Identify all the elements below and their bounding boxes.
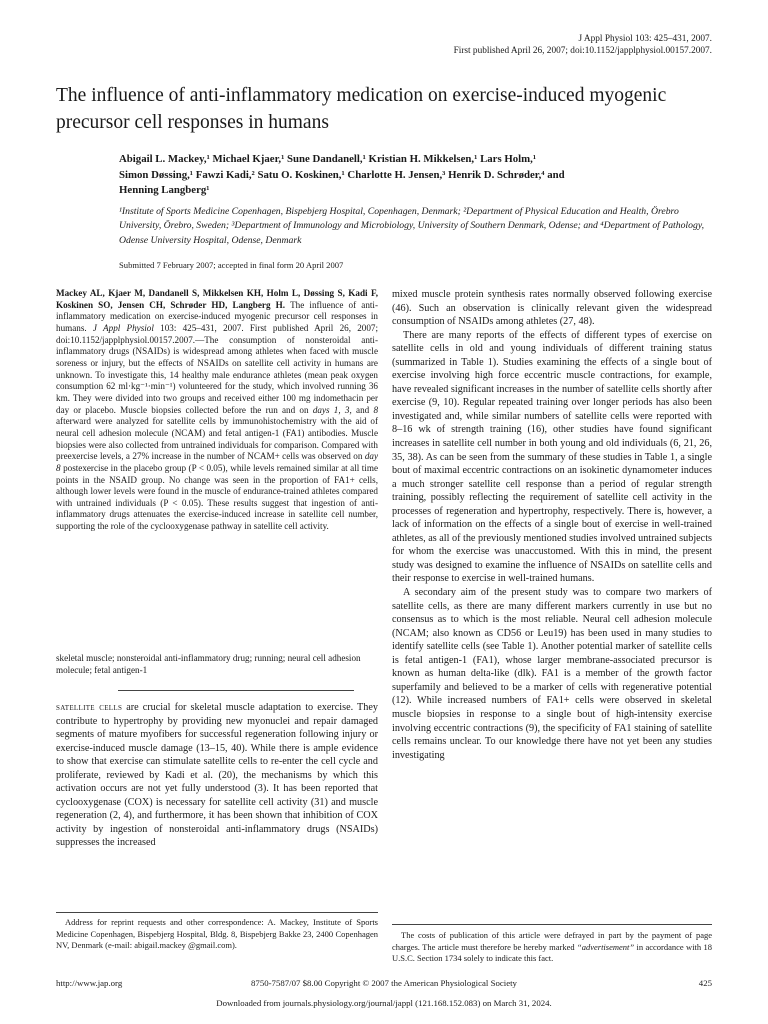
abstract-day8: 8 [373,404,379,415]
correspondence-footnote [56,917,378,952]
abstract-citation-authors: Mackey AL, Kjaer M, Dandanell S, Mikkelsen KH, Holm L, Døssing S, Kadi F, Koskinen SO, Jensen CH, Schrøder HD, Langberg H. [56,288,378,310]
abstract-and: and [356,404,370,415]
journal-citation-header: J Appl Physiol 103: 425–431, 2007. [578,34,712,44]
copyright-line: 8750-7587/07 $8.00 Copyright © 2007 the American Physiological Society [251,978,517,988]
correspondence-text: Address for reprint requests and other correspondence: A. Mackey, Institute of Sports Medicine Copenhagen, Bispebjerg Hospital, Bldg. 8, Bispebjerg Bakke 23, 2400 Copenhagen NV, Denmark (e-mail: abigail.mackey @gmail.com). [56,917,378,950]
section-divider [118,690,354,691]
right-column [392,288,712,762]
first-published-header: First published April 26, 2007; doi:10.1152/japplphysiol.00157.2007. [453,46,712,56]
page-charges-footnote [392,930,712,965]
body-paragraph: There are many reports of the effects of different types of exercise on satellite cells in old and young individuals of different training status (summarized in Table 1). Studies examining the effects of a single bout of exercise involving high force eccentric muscle contractions, for example, have revealed significant increases in the number of satellite cells shortly after exercise (9, 10). Regular repeated training over longer periods has also been investigated and, while similar numbers of satellite cells were reported with 8–16 wk of strength training (16), other studies have found significant increases in satellite cell number in both young and old individuals (6, 21, 26, 35, 38). As can be seen from the summary of these studies in Table 1, a single bout of maximal eccentric contractions on an isokinetic dynamometer induces a much stronger satellite cell response than a period of regular strength training, possibly reflecting the requirement of satellite cell activity in the processes of regeneration and hypertrophy, respectively. There is, however, a lack of information on the effects of a single bout of exercise in well-trained athletes, as all of the previously mentioned studies involved untrained subjects for whom the exercise was unaccustomed. With this in mind, the present study was designed to examine the influence of NSAIDs on satellite cells and their response to exercise in well-trained humans. [392,329,712,585]
abstract-citation-title: The influence of anti-inflammatory medication on exercise-induced myogenic precursor cell responses in humans. [56,299,378,333]
body-paragraph: A secondary aim of the present study was to compare two markers of satellite cells, as there are many different markers currently in use but no consensus as to which is the most reliable. Neural cell adhesion molecule (NCAM; also known as CD56 or Leu19) has been used in many studies to identify satellite cells (see Table 1). Another potential marker of satellite cells is fetal antigen-1 (FA1), whose larger membrane-associated precursor is known as human delta-like (dlk). FA1 is a member of the growth factor superfamily and believed to be a marker of cells with regenerative potential (12). While increased numbers of FA1+ cells were observed in skeletal muscle biopsies in response to a single bout of high-intensity exercise involving eccentric contractions (9), the specificity of FA1 staining of satellite cells remains unclear. To our knowledge there have not yet been any studies investigating [392,587,712,761]
introduction-paragraph [56,701,378,850]
article-title: The influence of anti-inflammatory medication on exercise-induced myogenic precursor cell responses in humans [56,85,667,133]
abstract [56,288,378,533]
page-charges-text: The costs of publication of this article were defrayed in part by the payment of page charges. The article must therefore be hereby marked [392,930,712,952]
abstract-citation-rest: 103: 425–431, 2007. First published April 26, 2007; doi:10.1152/japplphysiol.00157.2007.— [56,322,379,345]
body-paragraph: mixed muscle protein synthesis rates normally observed following exercise (46). Such an observation is clinically relevant given the widespread consumption of NSAIDs among athletes (27, 48). [392,289,712,328]
author-list [119,152,719,199]
affiliations: ¹Institute of Sports Medicine Copenhagen, Bispebjerg Hospital, Copenhagen, Denmark; ²Department of Physical Education and Health, Örebro University, Örebro, Sweden; ³Department of Immunology and Microbiology, University of Southern Denmark, Odense; and ⁴Department of Pathology, Odense University Hospital, Odense, Denmark [119,206,705,246]
author-line: Henning Langberg¹ [119,184,210,196]
abstract-text: postexercise in the placebo group (P < 0.05), while levels remained similar at all time points in the NSAID group. No change was seen in the proportion of FA1+ cells, although lower levels were found in the muscle of endurance-trained athletes compared with untrained individuals (P < 0.05). These results suggest that ingestion of anti-inflammatory drugs attenuates the exercise-induced increase in satellite cell number, supporting the role of the cyclooxygenase pathway in satellite cell activity. [56,462,378,532]
footnote-divider-left [56,912,378,913]
footnote-divider-right [392,924,712,925]
author-line: Simon Døssing,¹ Fawzi Kadi,² Satu O. Koskinen,¹ Charlotte H. Jensen,³ Henrik D. Schrøder,⁴ and [119,168,565,181]
author-line: Abigail L. Mackey,¹ Michael Kjaer,¹ Sune Dandanell,¹ Kristian H. Mikkelsen,¹ Lars Holm,¹ [119,153,537,165]
advertisement-label: “advertisement” [576,941,635,952]
submission-dates: Submitted 7 February 2007; accepted in final form 20 April 2007 [119,260,344,270]
download-notice: Downloaded from journals.physiology.org/journal/jappl (121.168.152.083) on March 31, 2024. [216,998,552,1008]
intro-lead: satellite cells [56,702,123,713]
abstract-text: afterward were analyzed for satellite cells by immunohistochemistry with the aid of neural cell adhesion molecule (NCAM) and fetal antigen-1 (FA1) antibodies. Muscle biopsies were also collected from untrained individuals for comparison. Compared with preexercise levels, a 27% increase in the number of NCAM+ cells was observed on [56,416,378,462]
abstract-days: days 1, 3, [312,404,352,415]
abstract-day8-b: day 8 [56,451,378,473]
page-number: 425 [698,978,712,988]
journal-url-link[interactable]: http://www.jap.org [56,978,123,988]
page-charges-text: in accordance with 18 U.S.C. Section 1734 solely to indicate this fact. [392,941,713,963]
abstract-text: The consumption of nonsteroidal anti-inflammatory drugs (NSAIDs) is widespread among athletes when faced with muscle soreness or injury, but the effects of NSAIDs on satellite cell activity in humans are unknown. To investigate this, 14 healthy male endurance athletes (mean peak oxygen consumption 62 ml·kg⁻¹·min⁻¹) volunteered for the study, which involved running 36 km. They were divided into two groups and received either 100 mg indomethacin per day or placebo. Muscle biopsies collected before the run and on [56,334,378,415]
keywords: skeletal muscle; nonsteroidal anti-inflammatory drug; running; neural cell adhesion molecule; fetal antigen-1 [56,653,361,675]
intro-text: are crucial for skeletal muscle adaptation to exercise. They contribute to hypertrophy by providing new myonuclei and repair damaged segments of mature myofibers for successful regeneration following injury or exercise-induced muscle damage (13–15, 40). While there is ample evidence to show that exercise can stimulate satellite cells to re-enter the cell cycle and proliferate, reviewed by Kadi et al. (20), the mechanisms by which this activation occurs are not yet fully understood (3). It has been reported that cyclooxygenase (COX) is necessary for satellite cell activity (31) and muscle regeneration (2, 4), and furthermore, it has been shown that inhibition of COX activity by ingestion of nonsteroidal anti-inflammatory drugs (NSAIDs) suppresses the increased [56,702,378,849]
abstract-journal: J Appl Physiol [92,322,154,333]
